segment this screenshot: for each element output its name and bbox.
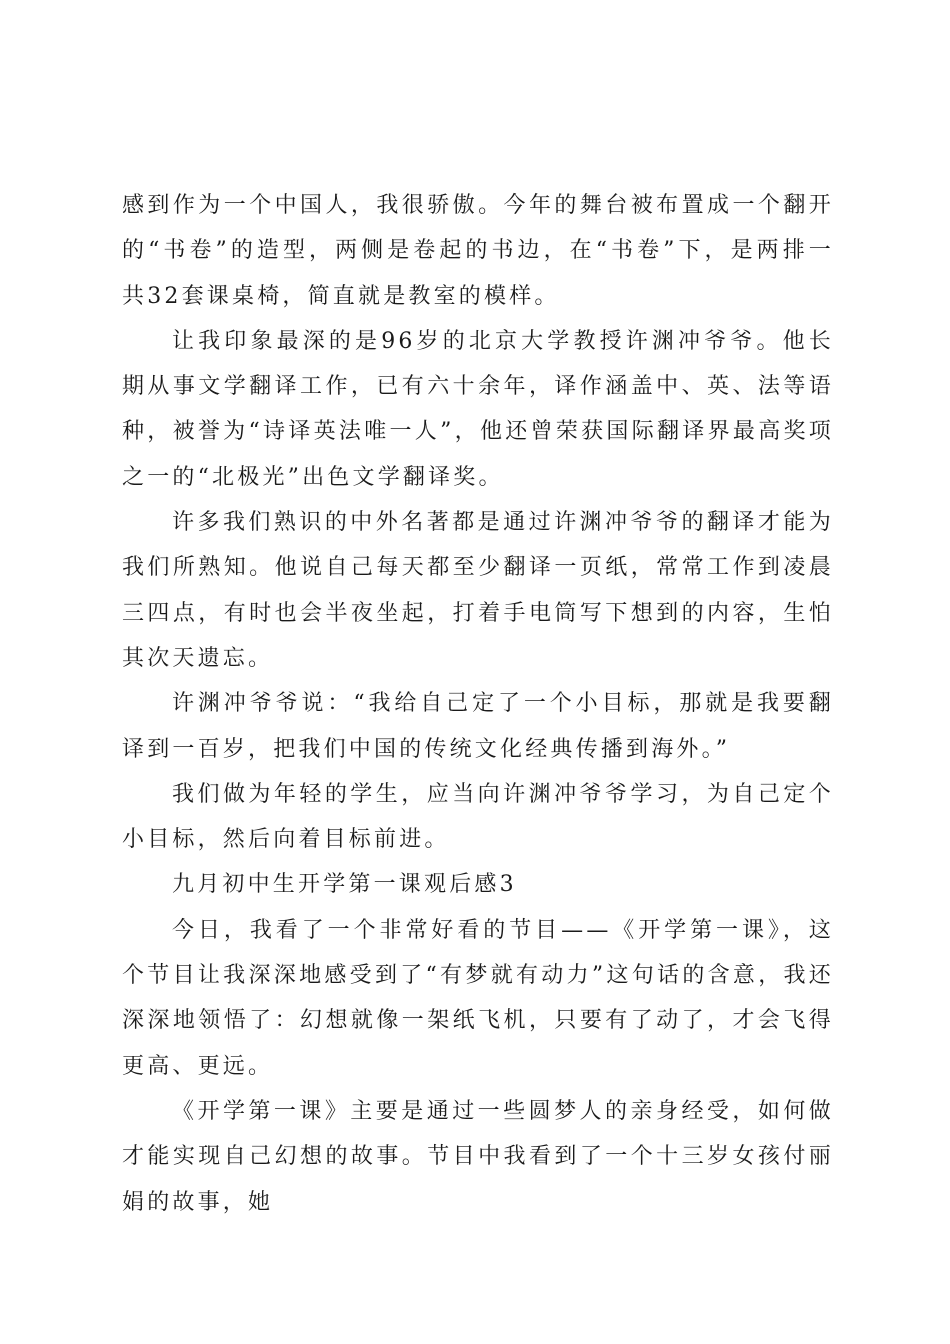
document-body <box>122 183 834 1225</box>
paragraph-4: 许渊冲爷爷说：“我给自己定了一个小目标，那就是我要翻译到一百岁，把我们中国的传统文化经典传播到海外。” <box>122 691 834 762</box>
paragraph-5: 我们做为年轻的学生，应当向许渊冲爷爷学习，为自己定个小目标，然后向着目标前进。 <box>122 781 834 853</box>
paragraph-3: 许多我们熟识的中外名著都是通过许渊冲爷爷的翻译才能为我们所熟知。他说自己每天都至少翻译一页纸，常常工作到凌晨三四点，有时也会半夜坐起，打着手电筒写下想到的内容，生怕其次天遗忘。 <box>122 510 834 671</box>
paragraph-1: 感到作为一个中国人，我很骄傲。今年的舞台被布置成一个翻开的“书卷”的造型，两侧是卷起的书边，在“书卷”下，是两排一共32套课桌椅，简直就是教室的模样。 <box>122 193 834 309</box>
paragraph-2: 让我印象最深的是96岁的北京大学教授许渊冲爷爷。他长期从事文学翻译工作，已有六十余年，译作涵盖中、英、法等语种，被誉为“诗译英法唯一人”，他还曾荣获国际翻译界最高奖项之一的“北极光”出色文学翻译奖。 <box>122 328 834 490</box>
paragraph-6: 今日，我看了一个非常好看的节目——《开学第一课》，这个节目让我深深地感受到了“有梦就有动力”这句话的含意，我还深深地领悟了：幻想就像一架纸飞机，只要有了动了，才会飞得更高、更远。 <box>122 917 834 1079</box>
section-heading: 九月初中生开学第一课观后感3 <box>172 872 517 898</box>
paragraph-7: 《开学第一课》主要是通过一些圆梦人的亲身经受，如何做才能实现自己幻想的故事。节目中我看到了一个十三岁女孩付丽娟的故事，她 <box>122 1098 834 1215</box>
